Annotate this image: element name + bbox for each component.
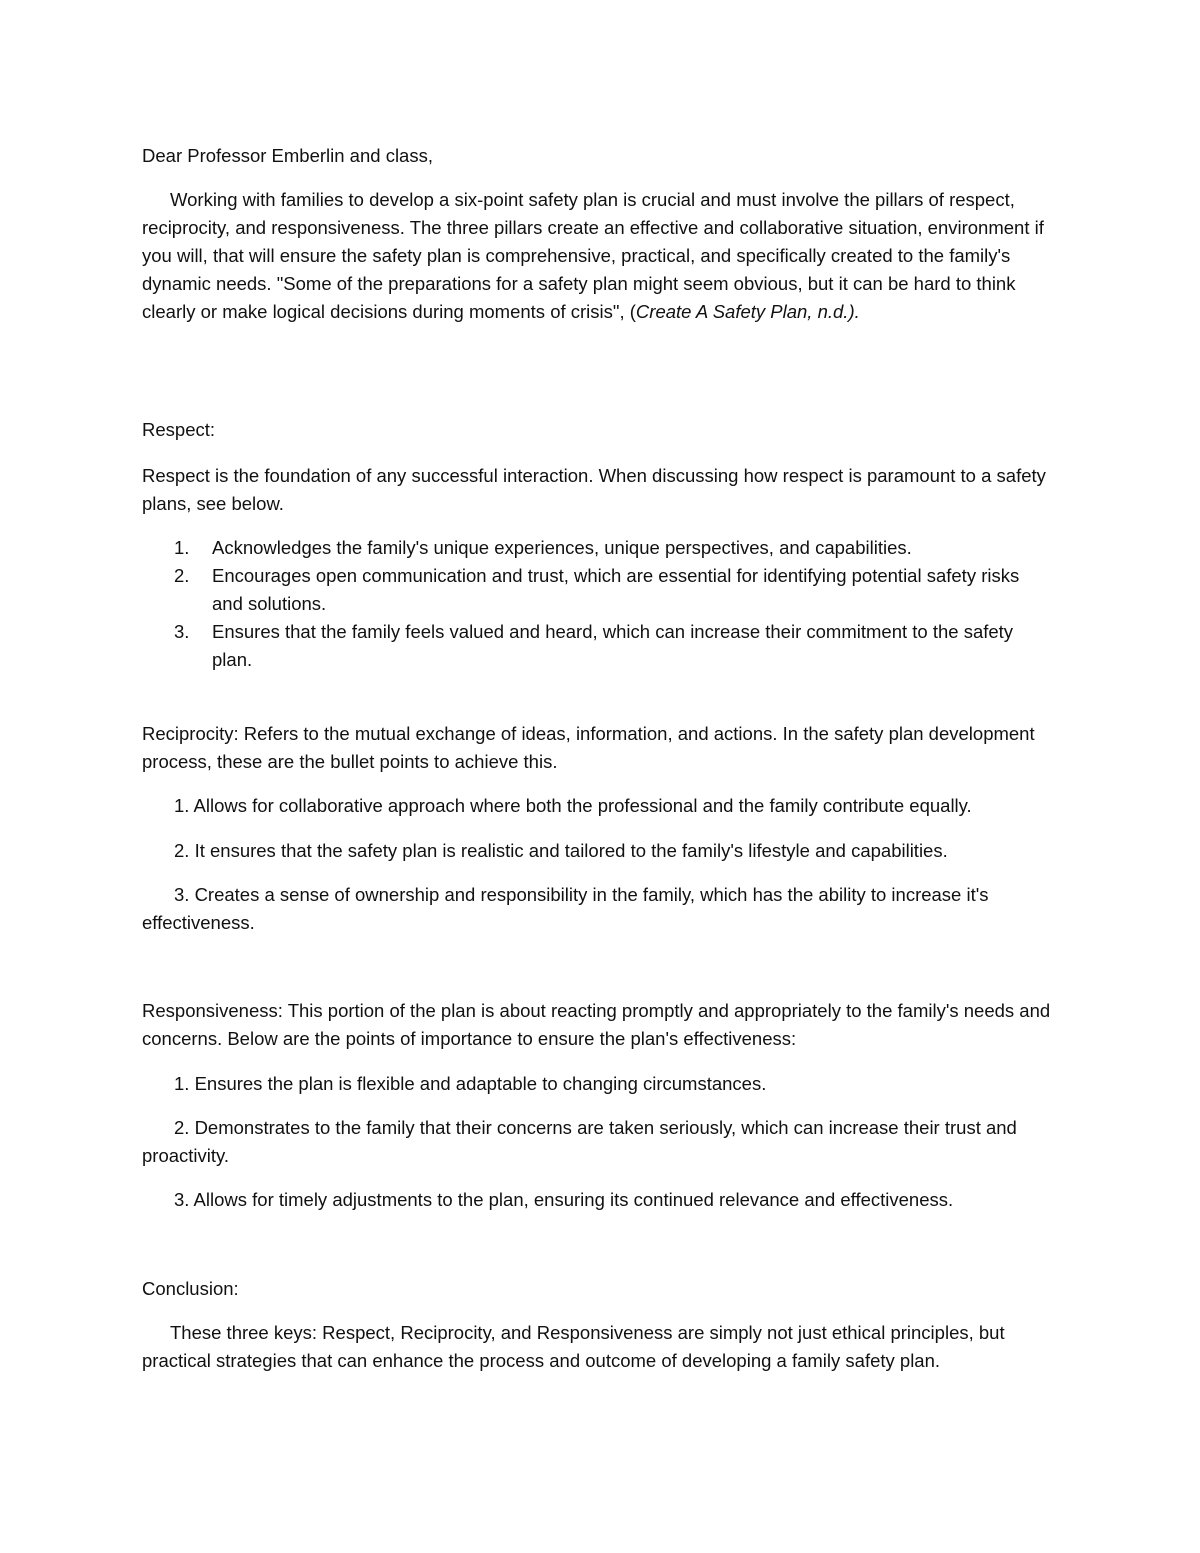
conclusion-heading: Conclusion: <box>142 1278 239 1299</box>
salutation: Dear Professor Emberlin and class, <box>142 145 433 166</box>
list-item-number: 1. <box>174 537 190 558</box>
reciprocity-item-1: 1. Allows for collaborative approach where both the professional and the family contribute equally. <box>174 795 972 816</box>
responsiveness-item-3: 3. Allows for timely adjustments to the plan, ensuring its continued relevance and effectiveness. <box>174 1189 954 1210</box>
intro-paragraph <box>142 186 1054 326</box>
list-item-number: 2. <box>174 565 190 586</box>
intro-citation: Create A Safety Plan, n.d.). <box>635 301 860 322</box>
responsiveness-lead: Responsiveness: This portion of the plan is about reacting promptly and appropriately to the family's needs and concerns. Below are the points of importance to ensure the plan's effectiveness: <box>142 1000 1051 1049</box>
conclusion-text: These three keys: Respect, Reciprocity, and Responsiveness are simply not just ethical principles, but practical strategies that can enhance the process and outcome of developing a family safety plan. <box>142 1322 1005 1371</box>
list-item-number: 3. <box>174 621 190 642</box>
list-item-text: Ensures that the family feels valued and heard, which can increase their commitment to the safety plan. <box>212 621 1014 670</box>
list-item <box>142 618 1054 674</box>
responsiveness-item-1: 1. Ensures the plan is flexible and adaptable to changing circumstances. <box>174 1073 767 1094</box>
reciprocity-item-2: 2. It ensures that the safety plan is realistic and tailored to the family's lifestyle and capabilities. <box>174 840 948 861</box>
respect-list <box>142 534 1054 674</box>
responsiveness-item-2: 2. Demonstrates to the family that their concerns are taken seriously, which can increase their trust and proactivity. <box>142 1117 1017 1166</box>
list-item <box>142 534 1054 562</box>
list-item-text: Acknowledges the family's unique experiences, unique perspectives, and capabilities. <box>212 537 912 558</box>
list-item <box>142 562 1054 618</box>
reciprocity-item-3: 3. Creates a sense of ownership and responsibility in the family, which has the ability to increase it's effectiveness. <box>142 884 989 933</box>
respect-heading: Respect: <box>142 419 216 440</box>
respect-lead: Respect is the foundation of any successful interaction. When discussing how respect is paramount to a safety plans, see below. <box>142 465 1046 514</box>
list-item-text: Encourages open communication and trust, which are essential for identifying potential safety risks and solutions. <box>212 565 1020 614</box>
reciprocity-lead: Reciprocity: Refers to the mutual exchange of ideas, information, and actions. In the safety plan development process, these are the bullet points to achieve this. <box>142 723 1035 772</box>
intro-text: Working with families to develop a six-point safety plan is crucial and must involve the pillars of respect, reciprocity, and responsiveness. The three pillars create an effective and collaborative situation, environment if you will, that will ensure the safety plan is comprehensive, practical, and specifically created to the family's dynamic needs. "Some of the preparations for a safety plan might seem obvious, but it can be hard to think clearly or make logical decisions during moments of crisis", ( <box>142 189 1044 322</box>
